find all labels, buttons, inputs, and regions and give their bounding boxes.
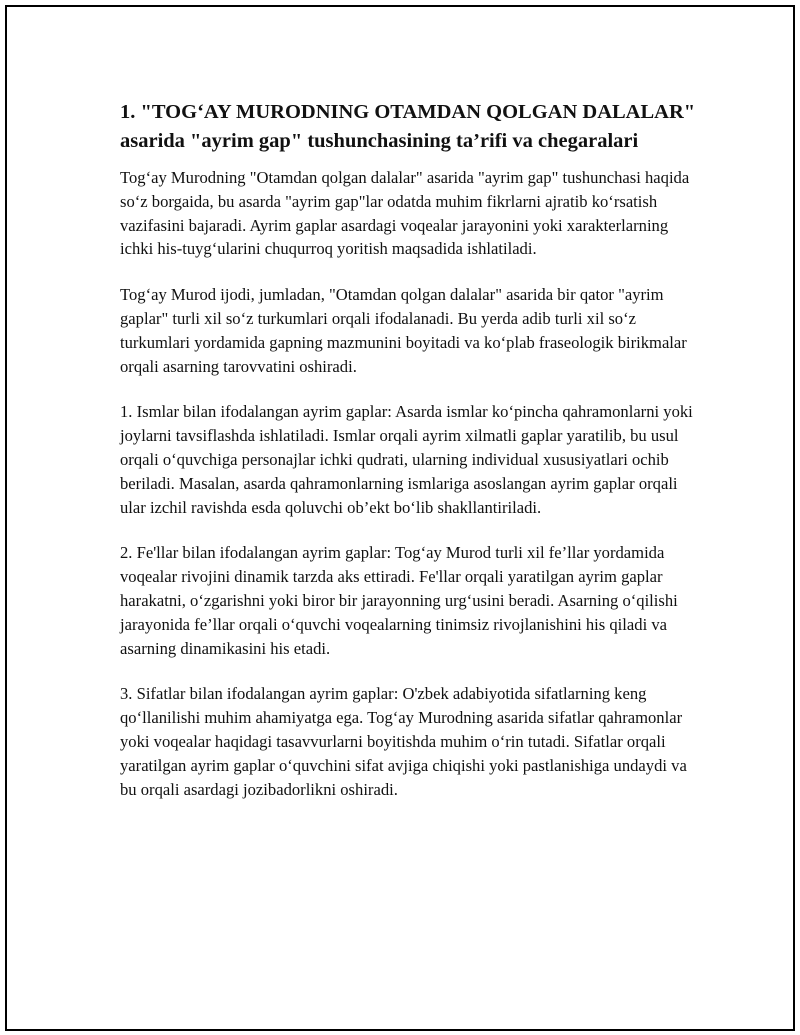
paragraph-verbs: 2. Fe'llar bilan ifodalangan ayrim gaplar: Tog‘ay Murod turli xil fe’llar yordamida voqealar rivojini dinamik tarzda aks ettiradi. Fe'llar orqali yaratilgan ayrim gaplar harakatni, o‘zgarishni yoki biror bir jarayonning urg‘usini beradi. Asarning o‘qilishi jarayonida fe’llar orqali o‘quvchi voqealarning tinimsiz rivojlanishini his qiladi va asarning dinamikasini his etadi. — [120, 543, 678, 658]
paragraph-intro: Tog‘ay Murodning "Otamdan qolgan dalalar" asarida "ayrim gap" tushunchasi haqida so‘z borgaida, bu asarda "ayrim gap"lar odatda muhim fikrlarni ajratib ko‘rsatish vazifasini bajaradi. Ayrim gaplar asardagi voqealar jarayonini yoki xarakterlarning ichki his-tuyg‘ularini chuqurroq yoritish maqsadida ishlatiladi. — [120, 168, 690, 259]
section-heading: 1. "TOG‘AY MURODNING OTAMDAN QOLGAN DALALAR" asarida "ayrim gap" tushunchasining ta’rifi va chegaralari — [120, 101, 696, 152]
paragraph-nouns: 1. Ismlar bilan ifodalangan ayrim gaplar: Asarda ismlar ko‘pincha qahramonlarni yoki joylarni tavsiflashda ishlatiladi. Ismlar orqali ayrim xilmatli gaplar yaratilib, bu usul orqali o‘quvchiga personajlar ichki qudrati, ularning individual xususiyatlari ochib beriladi. Masalan, asarda qahramonlarning ismlariga asoslangan ayrim gaplar orqali ular izchil ravishda esda qoluvchi ob’ekt bo‘lib shakllantiriladi. — [120, 402, 693, 517]
paragraph-word-classes: Tog‘ay Murod ijodi, jumladan, "Otamdan qolgan dalalar" asarida bir qator "ayrim gaplar" turli xil so‘z turkumlari orqali ifodalanadi. Bu yerda adib turli xil so‘z turkumlari yordamida gapning mazmunini boyitadi va ko‘plab fraseologik birikmalar orqali asarning tarovvatini oshiradi. — [120, 285, 687, 376]
document-body — [120, 98, 700, 823]
page-frame — [5, 5, 795, 1031]
paragraph-adjectives: 3. Sifatlar bilan ifodalangan ayrim gaplar: O'zbek adabiyotida sifatlarning keng qo‘llanilishi muhim ahamiyatga ega. Tog‘ay Murodning asarida sifatlar qahramonlar yoki voqealar haqidagi tasavvurlarni boyitishda muhim o‘rin tutadi. Sifatlar orqali yaratilgan ayrim gaplar o‘quvchini sifat avjiga chiqishi yoki pastlanishiga undaydi va bu orqali asardagi jozibadorlikni oshiradi. — [120, 684, 687, 799]
